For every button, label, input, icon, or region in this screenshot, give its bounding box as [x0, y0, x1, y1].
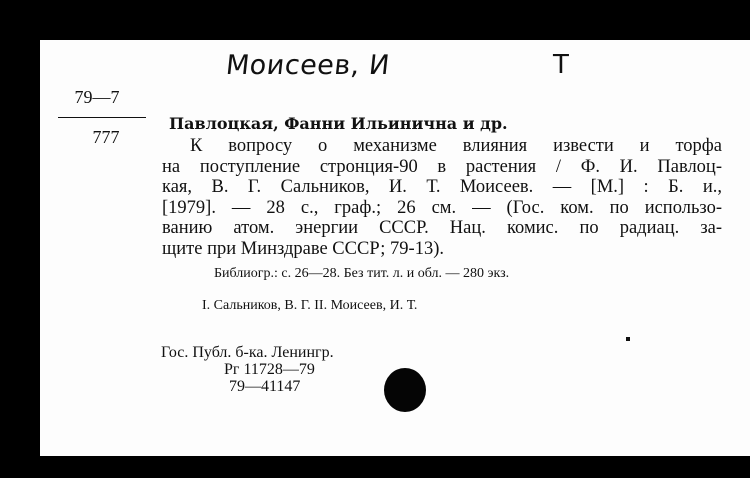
- call-number-top: 79—7: [74, 87, 120, 107]
- author-heading: Павлоцкая, Фанни Ильинична и др.: [169, 114, 508, 133]
- holding-line: Рг 11728—79: [224, 361, 315, 378]
- ink-speck: [626, 337, 630, 341]
- description-line: ванию атом. энергии СССР. Нац. комис. по радиац. за-: [162, 218, 722, 238]
- holding-line: 79—41147: [229, 378, 301, 395]
- bibliographic-description: [162, 136, 722, 259]
- description-line: кая, В. Г. Сальников, И. Т. Моисеев. — [М.] : Б. и.,: [162, 177, 722, 197]
- description-line: [1979]. — 28 с., граф.; 26 см. — (Гос. ком. по использо-: [162, 197, 722, 218]
- description-line: на поступление стронция-90 в растения / Ф. И. Павлоц-: [162, 156, 722, 177]
- call-number-bottom: 777: [92, 127, 120, 147]
- added-entries: I. Сальников, В. Г. II. Моисеев, И. Т.: [202, 298, 418, 313]
- bibliography-note: Библиогр.: с. 26—28. Без тит. л. и обл. — 280 экз.: [214, 266, 510, 281]
- handwritten-name: Моисеев, И: [224, 50, 392, 81]
- call-number-divider: [58, 117, 146, 118]
- ink-stamp: [384, 368, 426, 412]
- catalog-card: [40, 40, 750, 456]
- description-line: К вопросу о механизме влияния извести и торфа: [190, 136, 722, 156]
- description-line: щите при Минздраве СССР; 79-13).: [162, 238, 445, 259]
- handwritten-mark: Т: [553, 50, 570, 80]
- holding-line: Гос. Публ. б-ка. Ленингр.: [161, 344, 334, 361]
